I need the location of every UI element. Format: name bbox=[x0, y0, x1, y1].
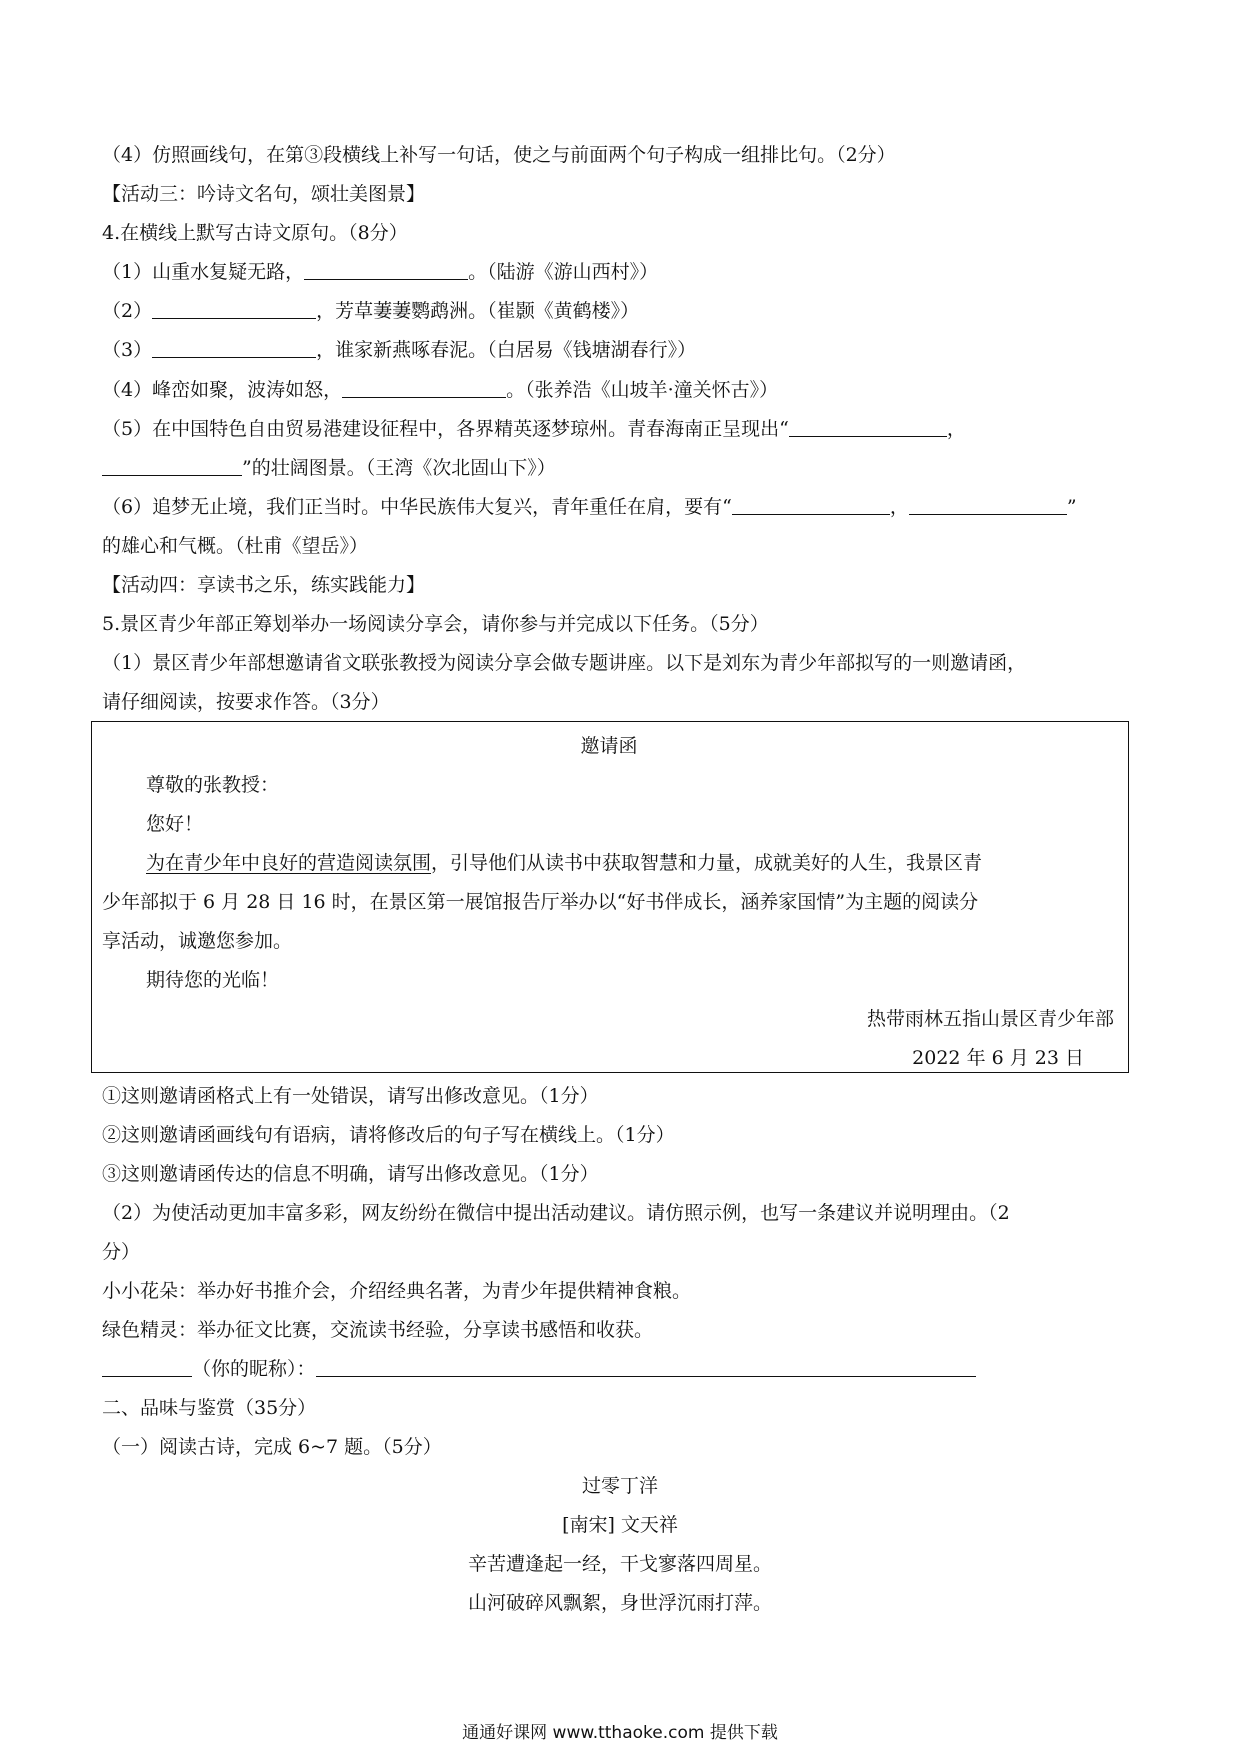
sub-question-3: ③这则邀请函传达的信息不明确，请写出修改意见。（1分） bbox=[102, 1163, 599, 1185]
question-4-6-line2: 的雄心和气概。（杜甫《望岳》） bbox=[102, 535, 369, 557]
question-5-stem: 5.景区青少年部正筹划举办一场阅读分享会，请你参与并完成以下任务。（5分） bbox=[102, 613, 769, 635]
poem-line-1: 辛苦遭逢起一经，干戈寥落四周星。 bbox=[467, 1553, 772, 1575]
question-4-4-verse: （4）峰峦如聚，波涛如怒， 。（张养浩《山坡羊·潼关怀古》） bbox=[102, 379, 779, 401]
question-4-4: （4）仿照画线句，在第③段横线上补写一句话，使之与前面两个句子构成一组排比句。（2分） bbox=[102, 144, 896, 166]
letter-greeting: 您好！ bbox=[146, 813, 204, 835]
question-5-1-line1: （1）景区青少年部想邀请省文联张教授为阅读分享会做专题讲座。以下是刘东为青少年部拟写的一则邀请函， bbox=[102, 652, 1027, 674]
example-2: 绿色精灵：举办征文比赛，交流读书经验，分享读书感悟和收获。 bbox=[102, 1319, 654, 1341]
question-4-stem: 4.在横线上默写古诗文原句。（8分） bbox=[102, 222, 408, 244]
activity-4-heading: 【活动四：享读书之乐，练实践能力】 bbox=[102, 574, 426, 596]
letter-date: 2022 年 6 月 23 日 bbox=[912, 1047, 1084, 1069]
answer-blank[interactable] bbox=[732, 496, 890, 515]
activity-3-heading: 【活动三：吟诗文名句，颂壮美图景】 bbox=[102, 183, 426, 205]
nickname-blank[interactable] bbox=[102, 1358, 192, 1377]
sub-question-2: ②这则邀请函画线句有语病，请将修改后的句子写在横线上。（1分） bbox=[102, 1124, 675, 1146]
poem-line-2: 山河破碎风飘絮，身世浮沉雨打萍。 bbox=[467, 1592, 772, 1614]
question-4-5-line1: （5）在中国特色自由贸易港建设征程中，各界精英逐梦琼州。青春海南正呈现出“ ， bbox=[102, 418, 966, 440]
question-4-5-line2: ”的壮阔图景。（王湾《次北固山下》） bbox=[102, 454, 556, 482]
letter-sender: 热带雨林五指山景区青少年部 bbox=[866, 1008, 1114, 1030]
part-1-heading: （一）阅读古诗，完成 6~7 题。（5分） bbox=[102, 1436, 442, 1458]
poem-author: [南宋] 文天祥 bbox=[562, 1514, 678, 1536]
answer-blank[interactable] bbox=[304, 261, 468, 280]
question-4-2: （2） ，芳草萋萋鹦鹉洲。（崔颢《黄鹤楼》） bbox=[102, 300, 640, 322]
answer-blank[interactable] bbox=[152, 339, 316, 358]
nickname-answer-line: （你的昵称）： bbox=[102, 1355, 976, 1383]
answer-blank[interactable] bbox=[789, 418, 947, 437]
question-5-2-line2: 分） bbox=[102, 1241, 141, 1263]
question-4-6-line1: （6）追梦无止境，我们正当时。中华民族伟大复兴，青年重任在肩，要有“ ， ” bbox=[102, 496, 1077, 518]
answer-blank[interactable] bbox=[152, 300, 316, 319]
invitation-letter-box bbox=[91, 721, 1129, 1073]
question-5-2-line1: （2）为使活动更加丰富多彩，网友纷纷在微信中提出活动建议。请仿照示例，也写一条建议并说明理由。（2 bbox=[102, 1202, 1010, 1224]
letter-body-line3: 享活动，诚邀您参加。 bbox=[102, 930, 293, 952]
sub-question-1: ①这则邀请函格式上有一处错误，请写出修改意见。（1分） bbox=[102, 1085, 599, 1107]
answer-blank[interactable] bbox=[102, 457, 242, 476]
poem-title: 过零丁洋 bbox=[581, 1475, 658, 1497]
letter-closing: 期待您的光临！ bbox=[146, 969, 280, 991]
example-1: 小小花朵：举办好书推介会，介绍经典名著，为青少年提供精神食粮。 bbox=[102, 1280, 692, 1302]
letter-body-line1: 为在青少年中良好的营造阅读氛围，引导他们从读书中获取智慧和力量，成就美好的人生，我景区青 bbox=[146, 852, 983, 874]
letter-salutation: 尊敬的张教授： bbox=[146, 774, 280, 796]
question-4-3: （3） ，谁家新燕啄春泥。（白居易《钱塘湖春行》） bbox=[102, 339, 697, 361]
question-4-1: （1）山重水复疑无路， 。（陆游《游山西村》） bbox=[102, 261, 659, 283]
answer-blank[interactable] bbox=[342, 379, 506, 398]
question-5-1-line2: 请仔细阅读，按要求作答。（3分） bbox=[102, 691, 390, 713]
footer-credit: 通通好课网 www.tthaoke.com 提供下载 bbox=[462, 1723, 778, 1743]
suggestion-blank[interactable] bbox=[316, 1358, 976, 1377]
letter-title: 邀请函 bbox=[580, 735, 638, 757]
underlined-sentence: 为在青少年中良好的营造阅读氛围 bbox=[146, 852, 432, 874]
answer-blank[interactable] bbox=[909, 496, 1067, 515]
letter-body-line2: 少年部拟于 6 月 28 日 16 时，在景区第一展馆报告厅举办以“好书伴成长，涵养家国情”为主题的阅读分 bbox=[102, 891, 979, 913]
section-2-heading: 二、品味与鉴赏（35分） bbox=[102, 1397, 317, 1419]
